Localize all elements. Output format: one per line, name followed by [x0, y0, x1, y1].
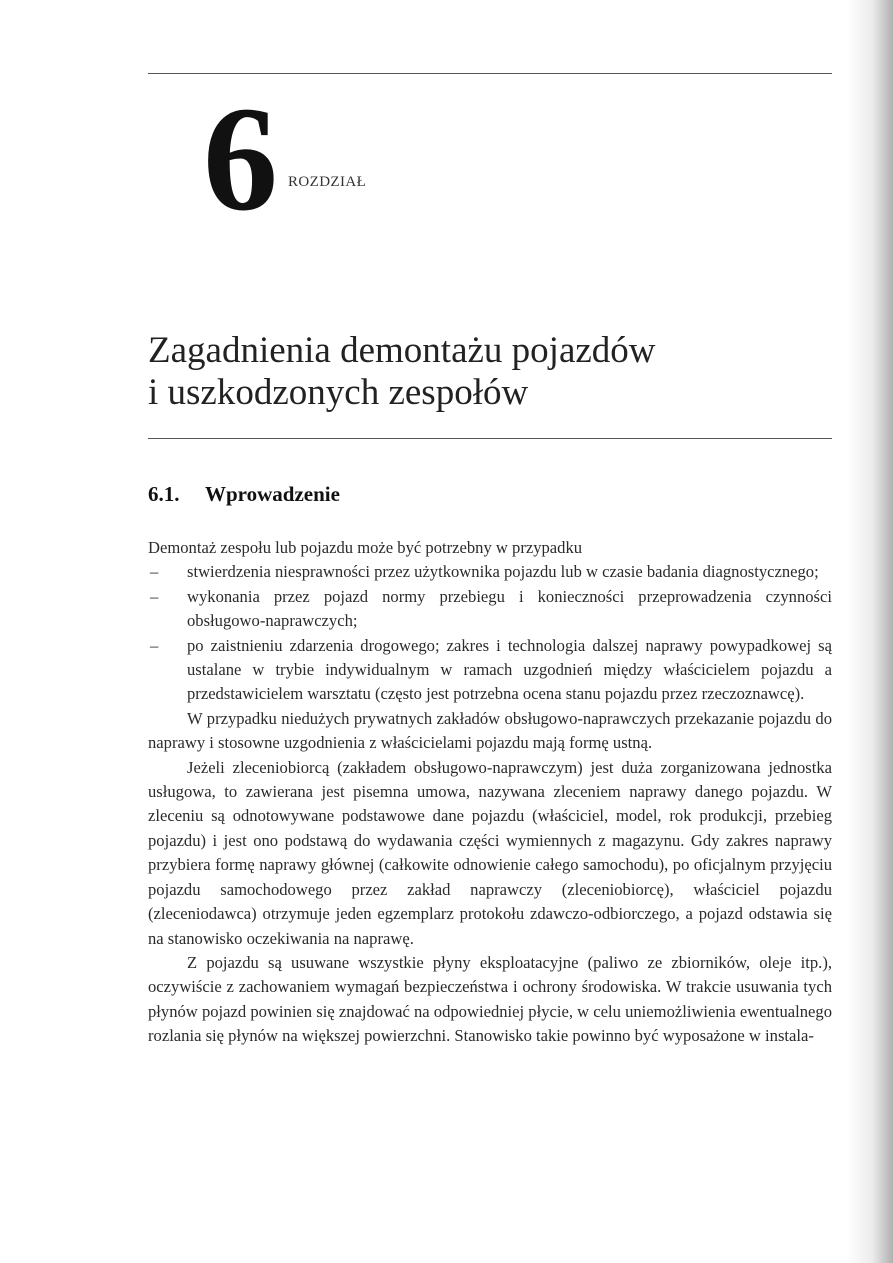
chapter-title-line-2: i uszkodzonych zespołów: [148, 372, 529, 413]
dash-bullet: –: [150, 586, 159, 606]
list-item: [148, 634, 832, 707]
top-rule: [148, 73, 832, 74]
section-title: Wprowadzenie: [205, 482, 340, 506]
paragraph: W przypadku niedużych prywatnych zakładów obsługowo-naprawczych przekazanie pojazdu do naprawy i stosowne uzgodnienia z właścicielami pojazdu mają formę ustną.: [148, 708, 832, 753]
chapter-label: ROZDZIAŁ: [288, 174, 367, 190]
reasons-list: [148, 560, 832, 706]
list-item: [148, 585, 832, 634]
section-heading: [148, 482, 340, 507]
title-rule: [148, 438, 832, 439]
paragraph: Jeżeli zleceniobiorcą (zakładem obsługowo-naprawczym) jest duża zorganizowana jednostka usługowa, to zawierana jest pisemna umowa, nazywana zleceniem naprawy danego pojazdu. W zleceniu są odnotowywane podstawowe dane pojazdu (właściciel, model, rok produkcji, przebieg pojazdu) i jest ono podstawą do wydawania części wymiennych z magazynu. Gdy zakres naprawy przybiera formę naprawy głównej (całkowite odnowienie całego samochodu), po oficjalnym przyjęciu pojazdu samochodowego przez zakład naprawczy (zleceniobiorcę), właściciel pojazdu (zleceniodawca) otrzymuje jeden egzemplarz protokołu zdawczo-odbiorczego, a pojazd odstawia się na stanowisko oczekiwania na naprawę.: [148, 757, 832, 948]
chapter-title: [148, 330, 838, 414]
dash-bullet: –: [150, 562, 159, 582]
body-text: [148, 536, 832, 1049]
chapter-title-line-1: Zagadnienia demontażu pojazdów: [148, 330, 656, 371]
dash-bullet: –: [150, 635, 159, 655]
list-item-text: wykonania przez pojazd normy przebiegu i konieczności przeprowadzenia czynności obsługowo-naprawczych;: [187, 586, 832, 631]
list-item-text: stwierdzenia niesprawności przez użytkownika pojazdu lub w czasie badania diagnostycznego;: [187, 562, 819, 582]
intro-paragraph: Demontaż zespołu lub pojazdu może być potrzebny w przypadku: [148, 538, 583, 557]
list-item-text: po zaistnieniu zdarzenia drogowego; zakres i technologia dalszej naprawy powypadkowej są ustalane w trybie indywidualnym w ramach uzgodnień między właścicielem pojazdu a przedstawicielem warsztatu (często jest potrzebna ocena stanu pojazdu przez rzeczoznawcę).: [187, 635, 832, 704]
list-item: [148, 560, 832, 584]
section-number: 6.1.: [148, 482, 180, 506]
page-edge-shadow: [847, 0, 893, 1263]
chapter-number: 6: [203, 76, 278, 242]
paragraph: Z pojazdu są usuwane wszystkie płyny eksploatacyjne (paliwo ze zbiorników, oleje itp.), oczywiście z zachowaniem wymagań bezpieczeństwa i ochrony środowiska. W trakcie usuwania tych płynów pojazd powinien się znajdować na odpowiedniej płycie, w celu uniemożliwienia ewentualnego rozlania się płynów na większej powierzchni. Stanowisko takie powinno być wyposażone w instala-: [148, 952, 832, 1046]
